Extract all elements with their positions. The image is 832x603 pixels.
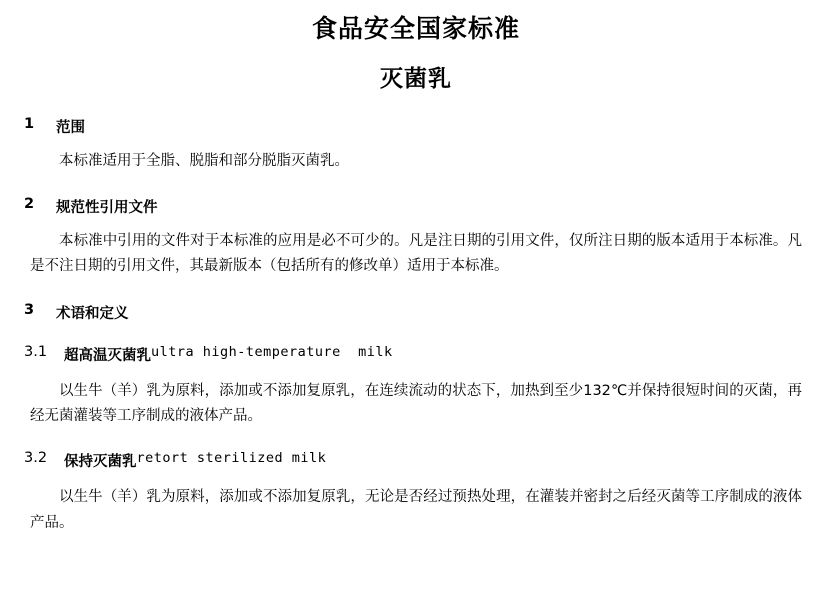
subsection-3-2-paragraph-1: 以生牛（羊）乳为原料，添加或不添加复原乳，无论是否经过预热处理，在灌装并密封之后经灭菌等工序制成的液体产品。 [30,489,802,531]
subsection-heading-3-2 [24,450,808,471]
section-number-3: 3 [24,301,35,318]
subsection-term-en-3-2: retort sterilized milk [136,450,327,467]
section-heading-3 [24,302,808,323]
subsection-3-1-paragraph-1: 以生牛（羊）乳为原料，添加或不添加复原乳，在连续流动的状态下，加热到至少132℃并保持很短时间的灭菌，再经无菌灌装等工序制成的液体产品。 [30,382,802,425]
subsection-term-cn-3-1: 超高温灭菌乳 [64,347,151,364]
section-title-1: 范围 [56,119,85,136]
subsection-term-en-3-1: ultra high-temperature milk [151,343,393,360]
document-title: 食品安全国家标准 [311,14,520,43]
subsection-number-3-1: 3.1 [24,343,48,360]
section-heading-2 [24,196,808,217]
subsection-heading-3-1 [24,344,808,365]
subsection-number-3-2: 3.2 [24,450,48,467]
section-title-3: 术语和定义 [56,305,129,322]
section-title-2: 规范性引用文件 [56,199,158,216]
section-1-paragraph-1: 本标准适用于全脂、脱脂和部分脱脂灭菌乳。 [59,152,349,169]
section-2-paragraph-1: 本标准中引用的文件对于本标准的应用是必不可少的。凡是注日期的引用文件，仅所注日期的版本适用于本标准。凡是不注日期的引用文件，其最新版本（包括所有的修改单）适用于本标准。 [30,232,802,275]
section-heading-1 [24,116,808,137]
subsection-term-cn-3-2: 保持灭菌乳 [64,454,137,471]
section-number-2: 2 [24,195,35,212]
document-subtitle: 灭菌乳 [380,66,452,92]
document-page [0,14,832,603]
section-number-1: 1 [24,115,35,132]
